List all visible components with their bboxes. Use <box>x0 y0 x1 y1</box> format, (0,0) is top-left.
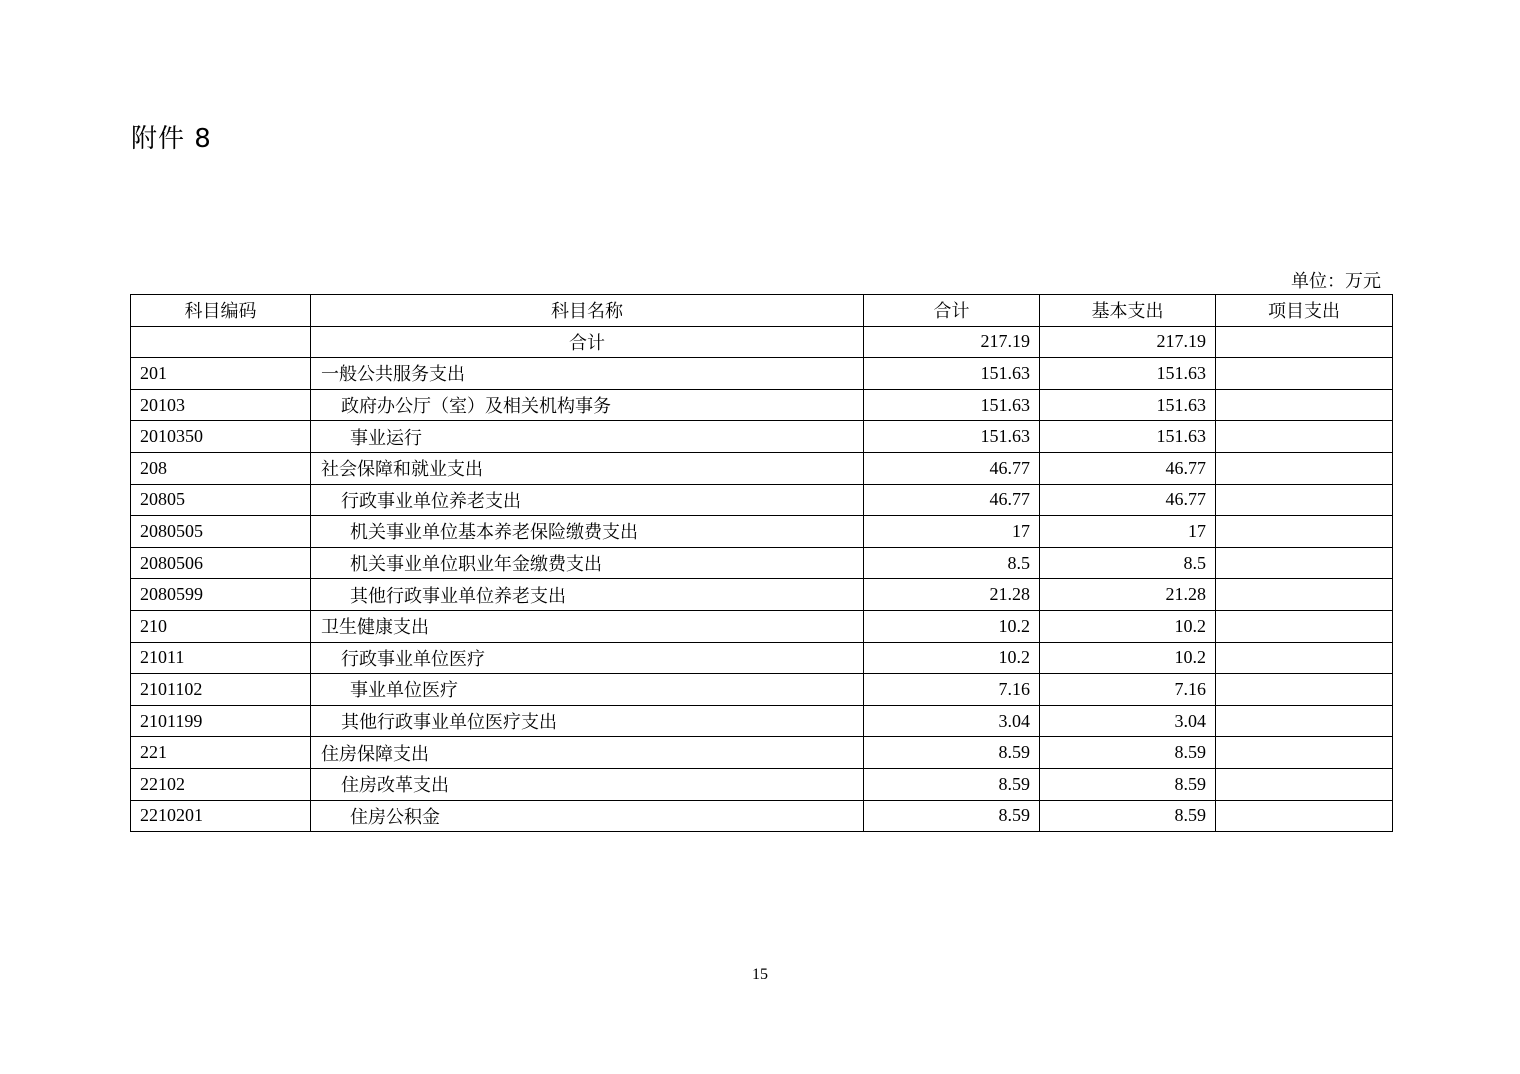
row-total: 46.77 <box>864 452 1040 484</box>
row-total: 3.04 <box>864 705 1040 737</box>
table-row <box>131 547 1393 579</box>
row-total: 8.59 <box>864 800 1040 832</box>
row-name: 住房保障支出 <box>311 737 864 769</box>
total-row-name: 合计 <box>311 326 864 358</box>
row-basic: 3.04 <box>1040 705 1216 737</box>
row-code: 20103 <box>131 389 311 421</box>
row-project <box>1216 484 1393 516</box>
table-row <box>131 389 1393 421</box>
row-code: 2210201 <box>131 800 311 832</box>
total-row-project <box>1216 326 1393 358</box>
row-total: 10.2 <box>864 642 1040 674</box>
row-basic: 10.2 <box>1040 610 1216 642</box>
table-row <box>131 674 1393 706</box>
table-row <box>131 768 1393 800</box>
row-basic: 17 <box>1040 516 1216 548</box>
row-name: 住房改革支出 <box>311 768 864 800</box>
row-name: 政府办公厅（室）及相关机构事务 <box>311 389 864 421</box>
row-code: 208 <box>131 452 311 484</box>
attachment-title: 附件 8 <box>131 124 212 154</box>
row-code: 2101199 <box>131 705 311 737</box>
header-subject-code: 科目编码 <box>131 295 311 327</box>
row-total: 21.28 <box>864 579 1040 611</box>
row-name: 行政事业单位医疗 <box>311 642 864 674</box>
header-total: 合计 <box>864 295 1040 327</box>
total-row-basic: 217.19 <box>1040 326 1216 358</box>
table-row <box>131 737 1393 769</box>
table-row <box>131 800 1393 832</box>
row-project <box>1216 516 1393 548</box>
table-row <box>131 705 1393 737</box>
row-total: 7.16 <box>864 674 1040 706</box>
row-basic: 46.77 <box>1040 452 1216 484</box>
row-total: 8.5 <box>864 547 1040 579</box>
row-basic: 8.5 <box>1040 547 1216 579</box>
row-name: 事业单位医疗 <box>311 674 864 706</box>
row-code: 2080505 <box>131 516 311 548</box>
row-project <box>1216 800 1393 832</box>
header-project-expenditure: 项目支出 <box>1216 295 1393 327</box>
header-subject-name: 科目名称 <box>311 295 864 327</box>
row-code: 210 <box>131 610 311 642</box>
row-project <box>1216 705 1393 737</box>
row-basic: 151.63 <box>1040 421 1216 453</box>
table-row <box>131 642 1393 674</box>
table-row <box>131 484 1393 516</box>
table-row <box>131 452 1393 484</box>
row-code: 21011 <box>131 642 311 674</box>
row-name: 事业运行 <box>311 421 864 453</box>
table-row <box>131 358 1393 390</box>
row-project <box>1216 421 1393 453</box>
row-project <box>1216 452 1393 484</box>
total-row <box>131 326 1393 358</box>
row-name: 行政事业单位养老支出 <box>311 484 864 516</box>
row-total: 10.2 <box>864 610 1040 642</box>
table-row <box>131 516 1393 548</box>
row-code: 221 <box>131 737 311 769</box>
row-basic: 151.63 <box>1040 358 1216 390</box>
row-basic: 8.59 <box>1040 768 1216 800</box>
row-total: 151.63 <box>864 358 1040 390</box>
row-basic: 46.77 <box>1040 484 1216 516</box>
row-project <box>1216 674 1393 706</box>
row-total: 151.63 <box>864 421 1040 453</box>
row-basic: 8.59 <box>1040 737 1216 769</box>
row-total: 8.59 <box>864 768 1040 800</box>
row-project <box>1216 610 1393 642</box>
row-basic: 151.63 <box>1040 389 1216 421</box>
row-total: 17 <box>864 516 1040 548</box>
row-name: 卫生健康支出 <box>311 610 864 642</box>
unit-label: 单位：万元 <box>1291 271 1381 291</box>
table-body <box>131 326 1393 832</box>
row-name: 机关事业单位职业年金缴费支出 <box>311 547 864 579</box>
row-name: 机关事业单位基本养老保险缴费支出 <box>311 516 864 548</box>
total-row-code <box>131 326 311 358</box>
row-name: 社会保障和就业支出 <box>311 452 864 484</box>
row-total: 46.77 <box>864 484 1040 516</box>
row-project <box>1216 737 1393 769</box>
row-basic: 8.59 <box>1040 800 1216 832</box>
row-project <box>1216 547 1393 579</box>
table-row <box>131 610 1393 642</box>
row-basic: 21.28 <box>1040 579 1216 611</box>
row-code: 2080599 <box>131 579 311 611</box>
row-code: 20805 <box>131 484 311 516</box>
row-code: 2010350 <box>131 421 311 453</box>
row-project <box>1216 389 1393 421</box>
row-project <box>1216 579 1393 611</box>
total-row-total: 217.19 <box>864 326 1040 358</box>
row-total: 8.59 <box>864 737 1040 769</box>
row-code: 2101102 <box>131 674 311 706</box>
budget-table <box>130 294 1393 832</box>
row-code: 201 <box>131 358 311 390</box>
page-number: 15 <box>752 966 768 983</box>
row-total: 151.63 <box>864 389 1040 421</box>
row-basic: 7.16 <box>1040 674 1216 706</box>
row-name: 其他行政事业单位养老支出 <box>311 579 864 611</box>
row-code: 22102 <box>131 768 311 800</box>
table-row <box>131 421 1393 453</box>
header-basic-expenditure: 基本支出 <box>1040 295 1216 327</box>
row-name: 其他行政事业单位医疗支出 <box>311 705 864 737</box>
row-name: 住房公积金 <box>311 800 864 832</box>
table-row <box>131 579 1393 611</box>
row-project <box>1216 642 1393 674</box>
row-code: 2080506 <box>131 547 311 579</box>
row-name: 一般公共服务支出 <box>311 358 864 390</box>
row-basic: 10.2 <box>1040 642 1216 674</box>
row-project <box>1216 358 1393 390</box>
row-project <box>1216 768 1393 800</box>
table-header-row <box>131 295 1393 327</box>
